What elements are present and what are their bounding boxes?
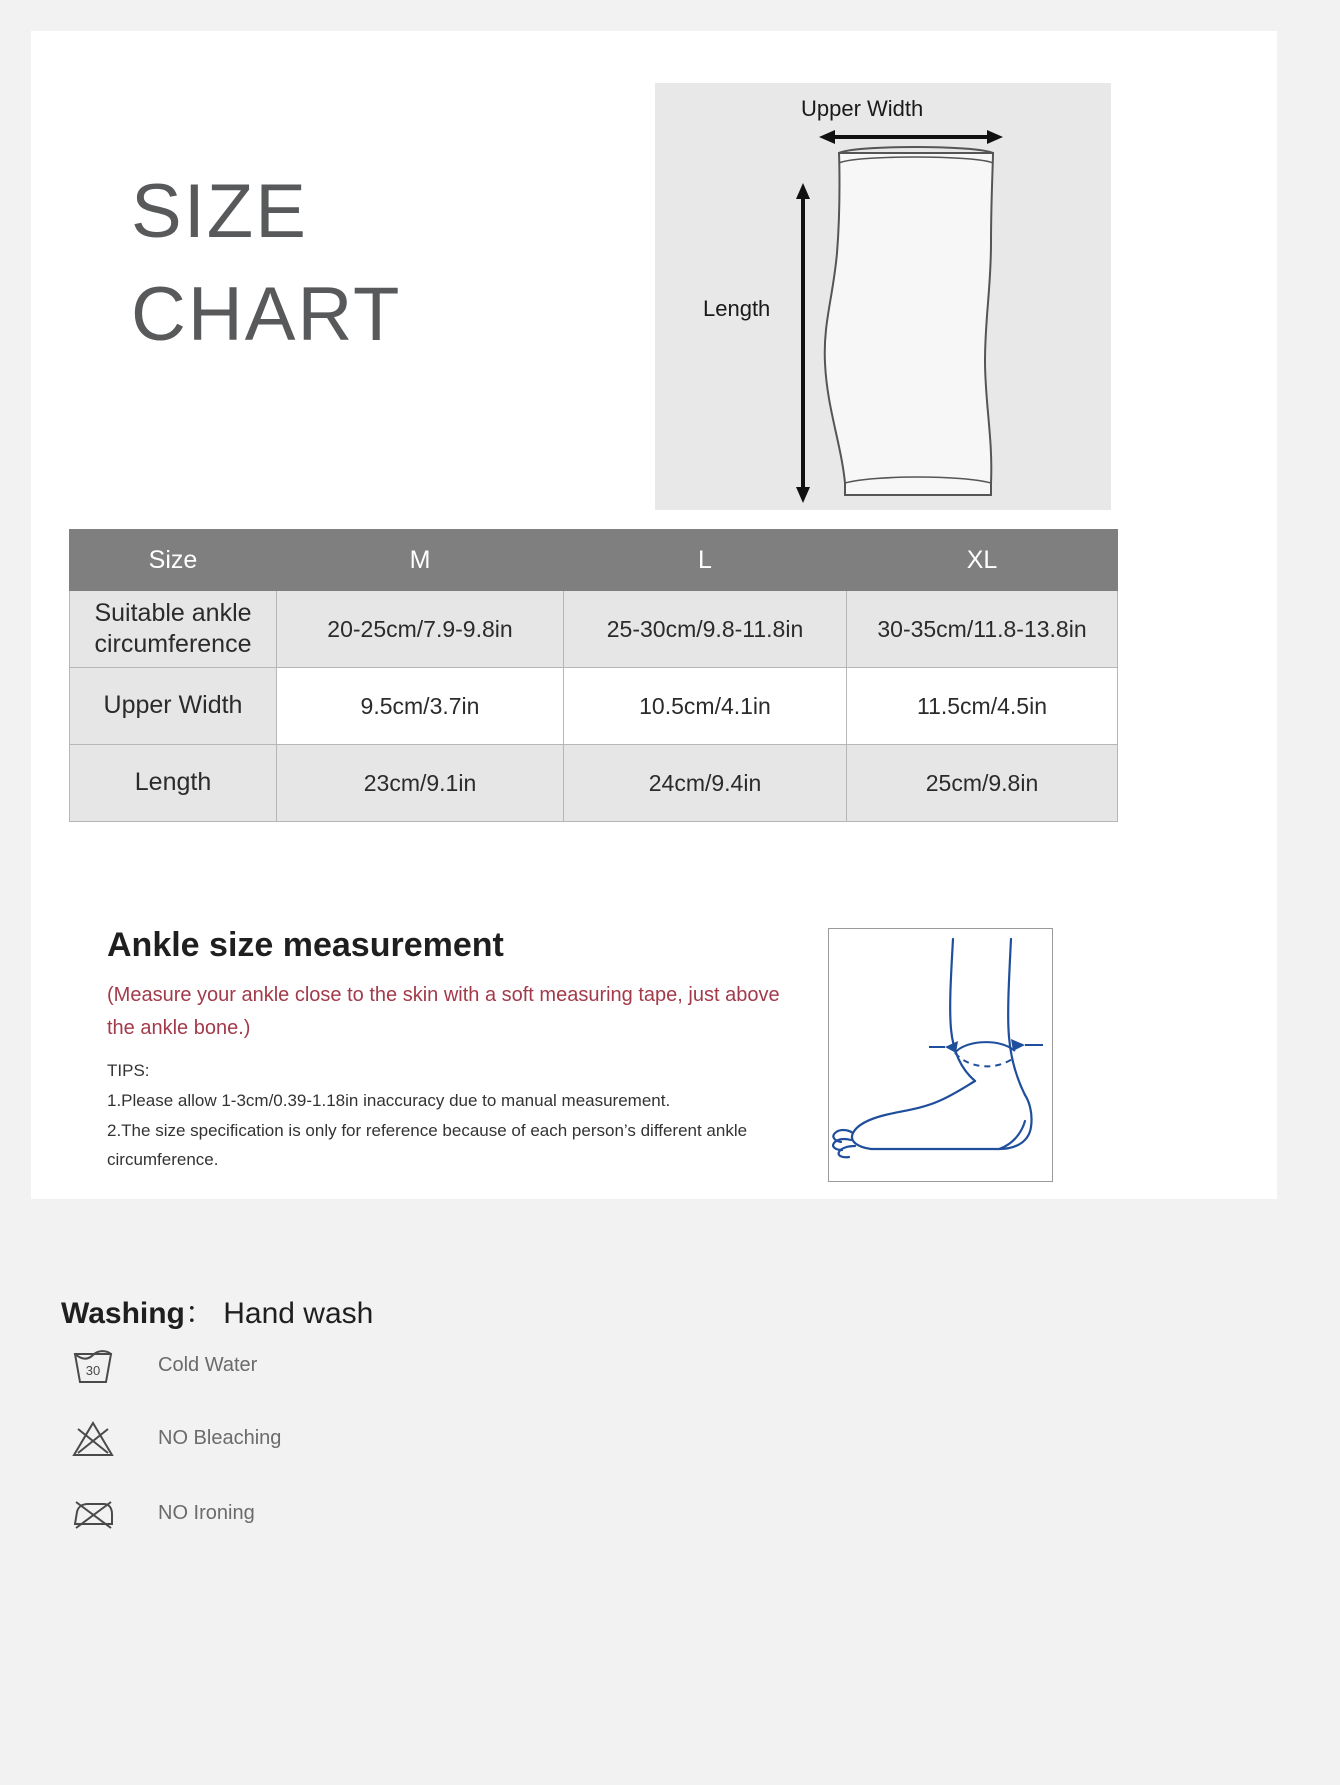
page-title [131,161,651,366]
cell-ankle-circumference-xl: 30-35cm/11.8-13.8in [847,591,1118,668]
washing-instruction-row [68,1415,568,1465]
diagram-upper-width-label: Upper Width [801,96,924,121]
svg-text:30: 30 [85,1363,101,1378]
cell-length-xl: 25cm/9.8in [847,745,1118,822]
cell-ankle-circumference-m: 20-25cm/7.9-9.8in [277,591,564,668]
table-row [70,668,1118,745]
tip-item-1: 1.Please allow 1-3cm/0.39-1.18in inaccuracy due to manual measurement. [107,1090,671,1110]
no-iron-icon [68,1490,118,1537]
cell-upper-width-l: 10.5cm/4.1in [564,668,847,745]
washing-heading [61,1288,373,1332]
tip-item-2: 2.The size specification is only for reference because of each person’s different ankle circumference. [107,1120,748,1170]
washing-value: Hand wash [223,1297,374,1330]
foot-measurement-illustration [828,928,1053,1182]
cell-upper-width-m: 9.5cm/3.7in [277,668,564,745]
measurement-title: Ankle size measurement [107,926,504,964]
measurement-note: (Measure your ankle close to the skin with a soft measuring tape, just above the ankle bone.) [107,984,780,1039]
foot-diagram-icon [829,929,1050,1179]
row-label-upper-width: Upper Width [70,668,277,745]
cell-length-m: 23cm/9.1in [277,745,564,822]
table-header-m: M [277,530,564,591]
content-card [31,31,1277,1199]
table-header-xl: XL [847,530,1118,591]
cell-ankle-circumference-l: 25-30cm/9.8-11.8in [564,591,847,668]
table-header-l: L [564,530,847,591]
washing-instruction-row [68,1490,568,1540]
washing-separator: ： [184,1297,215,1330]
washing-label: Washing [61,1297,185,1330]
product-diagram [655,83,1111,510]
washing-instruction-row [68,1342,568,1392]
page-title-line2: CHART [131,271,402,357]
wash-cold-30-icon [68,1342,118,1389]
page-title-line1: SIZE [131,169,308,254]
measurement-tips [107,1056,807,1175]
cell-upper-width-xl: 11.5cm/4.5in [847,668,1118,745]
row-label-length: Length [70,745,277,822]
size-table [69,529,1118,822]
table-row [70,591,1118,668]
wash-cold-label: Cold Water [158,1354,258,1376]
table-header-row [70,530,1118,591]
cell-length-l: 24cm/9.4in [564,745,847,822]
no-bleach-label: NO Bleaching [158,1427,282,1449]
ankle-sleeve-illustration [655,83,1111,510]
tips-label: TIPS: [107,1061,150,1080]
row-label-ankle-circumference: Suitable ankle circumference [70,591,277,668]
table-row [70,745,1118,822]
table-header-size: Size [70,530,277,591]
no-iron-label: NO Ironing [158,1502,255,1524]
diagram-length-label: Length [703,296,771,321]
no-bleach-icon [68,1415,118,1462]
